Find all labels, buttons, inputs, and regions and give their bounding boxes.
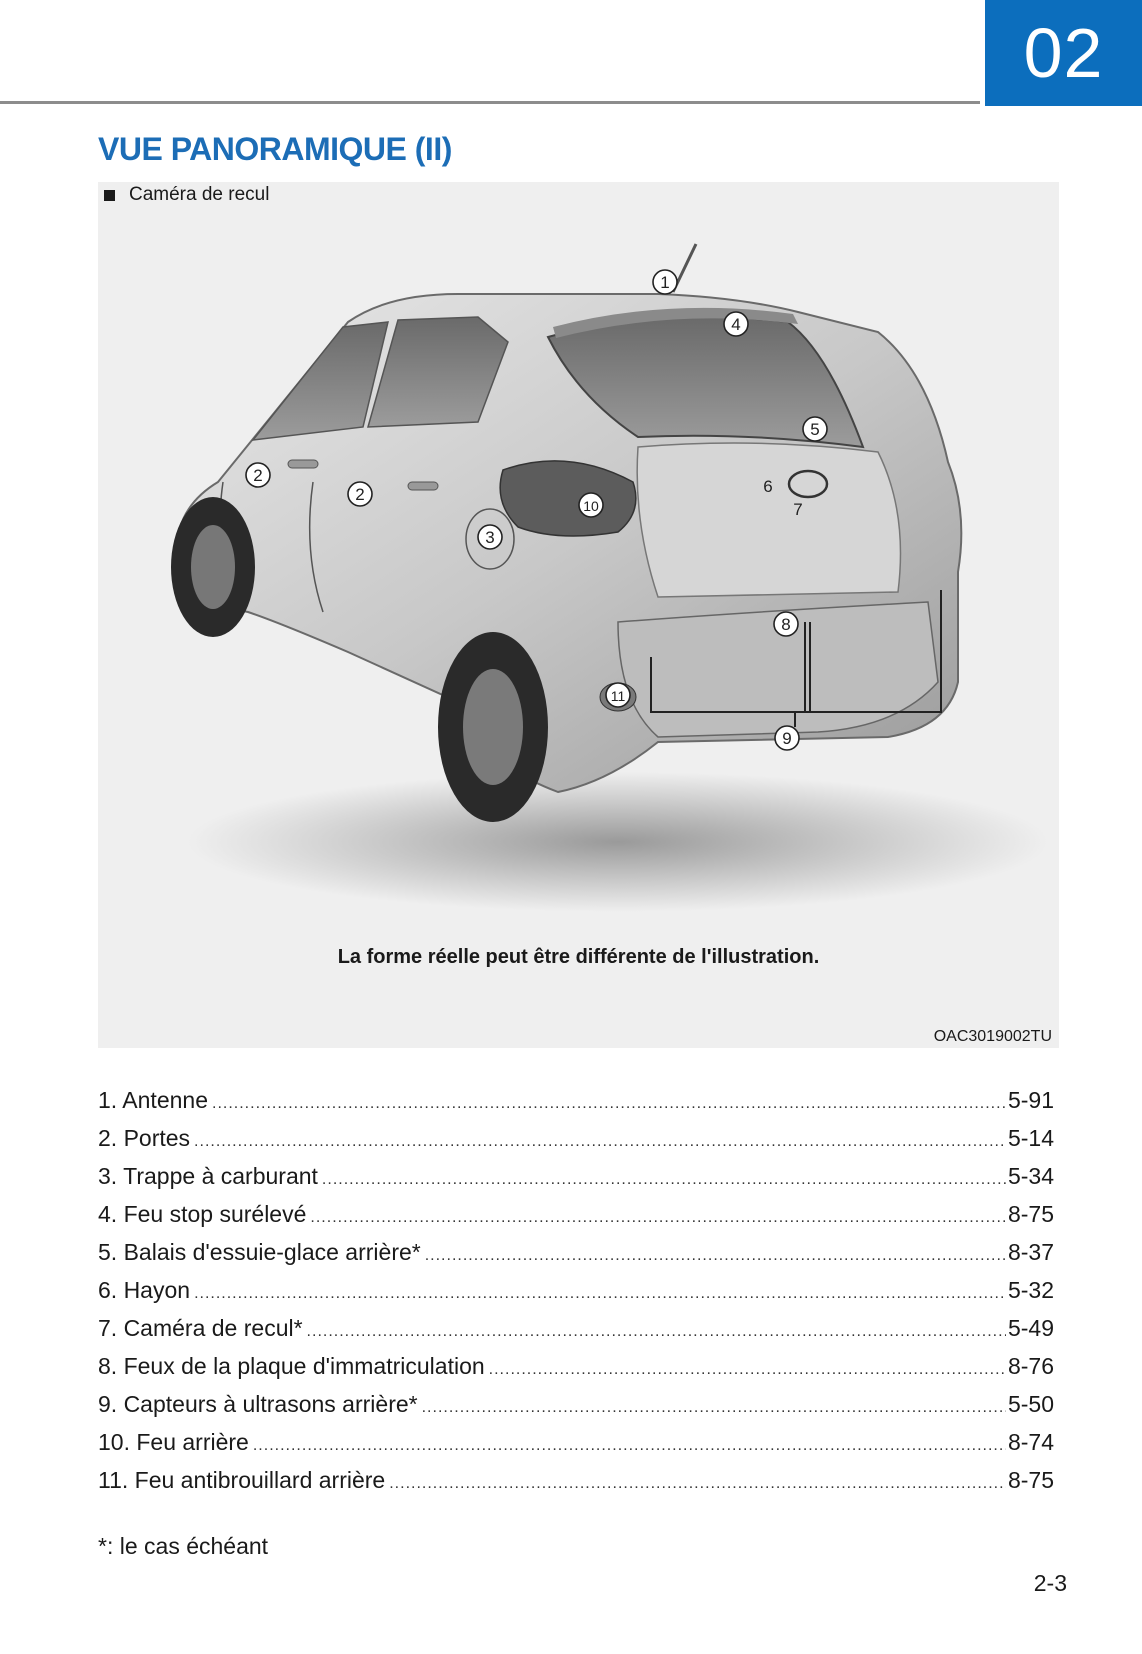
dot-leader <box>194 1132 1006 1152</box>
list-item: 6. Hayon ..... 5-32 <box>98 1266 1054 1304</box>
callout-5 <box>803 417 827 441</box>
vehicle-figure <box>98 182 1059 1048</box>
list-item: 3. Trappe à carburant ..... 5-34 <box>98 1152 1054 1190</box>
figure-label-text: Caméra de recul <box>129 184 270 205</box>
svg-text:2: 2 <box>355 485 365 504</box>
callout-4 <box>724 312 748 336</box>
chapter-tab: 02 <box>985 0 1142 106</box>
svg-text:3: 3 <box>485 528 495 547</box>
list-item: 5. Balais d'essuie-glace arrière* ..... 8-37 <box>98 1228 1054 1266</box>
list-item: 11. Feu antibrouillard arrière ..... 8-75 <box>98 1456 1054 1494</box>
list-item: 1. Antenne ..... 5-91 <box>98 1076 1054 1114</box>
svg-text:5: 5 <box>810 420 820 439</box>
list-item: 4. Feu stop surélevé ..... 8-75 <box>98 1190 1054 1228</box>
svg-text:2: 2 <box>253 466 263 485</box>
dot-leader <box>425 1246 1006 1266</box>
dot-leader <box>194 1284 1006 1304</box>
svg-text:4: 4 <box>731 315 741 334</box>
callout-2b <box>348 482 372 506</box>
dot-leader <box>307 1322 1006 1342</box>
svg-text:9: 9 <box>782 729 792 748</box>
callout-9 <box>775 726 799 750</box>
list-item: 9. Capteurs à ultrasons arrière* ..... 5-50 <box>98 1380 1054 1418</box>
page-number: 2-3 <box>1033 1570 1067 1596</box>
callout-6 <box>763 477 772 496</box>
figure-code: OAC3019002TU <box>933 1028 1052 1045</box>
callout-11 <box>606 683 630 707</box>
figure-label <box>104 184 269 206</box>
svg-text:1: 1 <box>660 273 670 292</box>
svg-text:10: 10 <box>583 498 599 514</box>
figure-caption: La forme réelle peut être différente de l'illustration. <box>337 946 820 968</box>
header-rule <box>0 101 980 104</box>
footnote: *: le cas échéant <box>98 1533 269 1559</box>
svg-text:8: 8 <box>781 615 791 634</box>
rear-car-illustration <box>98 182 1059 1048</box>
tailgate <box>637 443 900 597</box>
dot-leader <box>253 1436 1006 1456</box>
list-item: 7. Caméra de recul* ..... 5-49 <box>98 1304 1054 1342</box>
callout-3 <box>478 525 502 549</box>
dot-leader <box>422 1398 1006 1418</box>
callout-7 <box>793 500 802 519</box>
svg-text:7: 7 <box>793 500 803 519</box>
list-item: 8. Feux de la plaque d'immatriculation ..... 8-76 <box>98 1342 1054 1380</box>
callout-10 <box>579 493 603 517</box>
dot-leader <box>322 1170 1006 1190</box>
list-item: 10. Feu arrière ..... 8-74 <box>98 1418 1054 1456</box>
parts-list <box>98 1076 1054 1494</box>
callout-8 <box>774 612 798 636</box>
dot-leader <box>489 1360 1006 1380</box>
ground-shadow <box>188 772 1048 912</box>
page-title: VUE PANORAMIQUE (II) <box>98 131 452 167</box>
svg-text:6: 6 <box>763 477 773 496</box>
dot-leader <box>310 1208 1006 1228</box>
dot-leader <box>212 1094 1006 1114</box>
square-bullet-icon <box>104 190 115 201</box>
callout-2a <box>246 463 270 487</box>
callout-1 <box>653 270 677 294</box>
dot-leader <box>389 1474 1006 1494</box>
svg-text:11: 11 <box>610 688 626 704</box>
list-item: 2. Portes ..... 5-14 <box>98 1114 1054 1152</box>
